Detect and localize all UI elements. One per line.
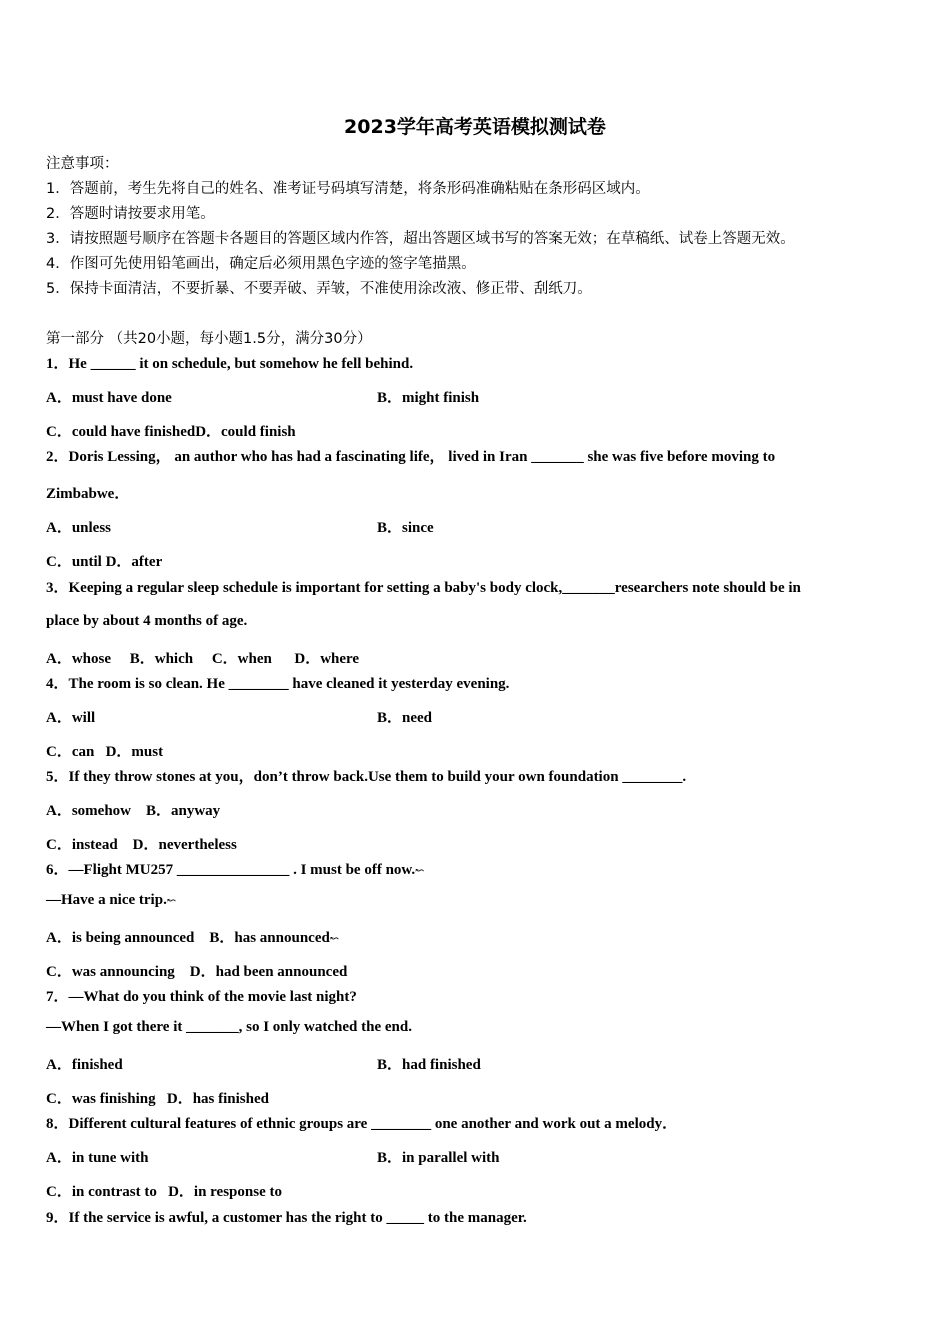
question-line: [46, 892, 176, 909]
question-stem: 7．—What do you think of the movie last night?: [46, 989, 357, 1005]
option-cd: C．can D．must: [46, 744, 164, 760]
question-stem-continued: place by about 4 months of age.: [46, 613, 248, 629]
option-b: B．need: [377, 710, 433, 726]
option-cd: C．in contrast to D．in response to: [46, 1184, 282, 1200]
option-ab: A．is being announced B．has announced: [46, 930, 330, 946]
question-line: [46, 858, 424, 879]
option-a: A．in tune with: [46, 1150, 149, 1166]
question-stem: 4．The room is so clean. He ________ have cleaned it yesterday evening.: [46, 676, 510, 692]
page-title: 2023学年高考英语模拟测试卷: [344, 116, 606, 138]
question-stem: 9．If the service is awful, a customer has the right to _____ to the manager.: [46, 1210, 527, 1226]
option-b: B．might finish: [377, 390, 480, 406]
question-stem: 2．Doris Lessing， an author who has had a fascinating life， lived in Iran _______ she was five before moving to: [46, 449, 776, 465]
question-reply: —When I got there it _______, so I only watched the end.: [46, 1019, 412, 1035]
notes-item: 5．保持卡面清洁，不要折暴、不要弄破、弄皱，不准使用涂改液、修正带、刮纸刀。: [46, 281, 592, 297]
option-cd: C．was finishing D．has finished: [46, 1091, 269, 1107]
option-b: B．since: [377, 520, 434, 536]
option-abcd: A．whose B．which C．when D．where: [46, 651, 360, 667]
section-heading: 第一部分 （共20小题，每小题1.5分，满分30分）: [46, 331, 372, 347]
option-a: A．finished: [46, 1057, 123, 1073]
question-stem: 8．Different cultural features of ethnic groups are ________ one another and work out a melody．: [46, 1116, 678, 1132]
question-stem: 5．If they throw stones at you，don’t throw back.Use them to build your own foundation ________.: [46, 769, 687, 785]
option-a: A．unless: [46, 520, 112, 536]
question-stem: 3．Keeping a regular sleep schedule is important for setting a baby's body clock,_______researchers note should be in: [46, 580, 801, 596]
option-b: B．in parallel with: [377, 1150, 500, 1166]
notes-item: 1．答题前，考生先将自己的姓名、准考证号码填写清楚，将条形码准确粘贴在条形码区域内。: [46, 181, 650, 197]
line-break-mark-icon: ↜: [415, 865, 425, 877]
option-line: [46, 926, 339, 947]
notes-item: 2．答题时请按要求用笔。: [46, 206, 215, 222]
option-ab: A．somehow B．anyway: [46, 803, 221, 819]
notes-item: 3．请按照题号顺序在答题卡各题目的答题区域内作答，超出答题区域书写的答案无效；在草稿纸、试卷上答题无效。: [46, 231, 795, 247]
option-b: B．had finished: [377, 1057, 481, 1073]
option-cd: C．instead D．nevertheless: [46, 837, 237, 853]
question-stem: 1．He ______ it on schedule, but somehow he fell behind.: [46, 356, 414, 372]
question-reply: —Have a nice trip.: [46, 892, 167, 908]
question-stem: 6．—Flight MU257 _______________ . I must be off now.: [46, 862, 416, 878]
option-cd: C．could have finishedD．could finish: [46, 424, 296, 440]
option-cd: C．until D．after: [46, 554, 163, 570]
question-stem-continued: Zimbabwe．: [46, 486, 130, 502]
notes-heading: 注意事项：: [46, 156, 119, 172]
notes-item: 4．作图可先使用铅笔画出，确定后必须用黑色字迹的签字笔描黑。: [46, 256, 476, 272]
option-a: A．must have done: [46, 390, 172, 406]
option-cd: C．was announcing D．had been announced: [46, 964, 348, 980]
line-break-mark-icon: ↜: [329, 933, 340, 945]
option-a: A．will: [46, 710, 96, 726]
line-break-mark-icon: ↜: [166, 895, 177, 907]
